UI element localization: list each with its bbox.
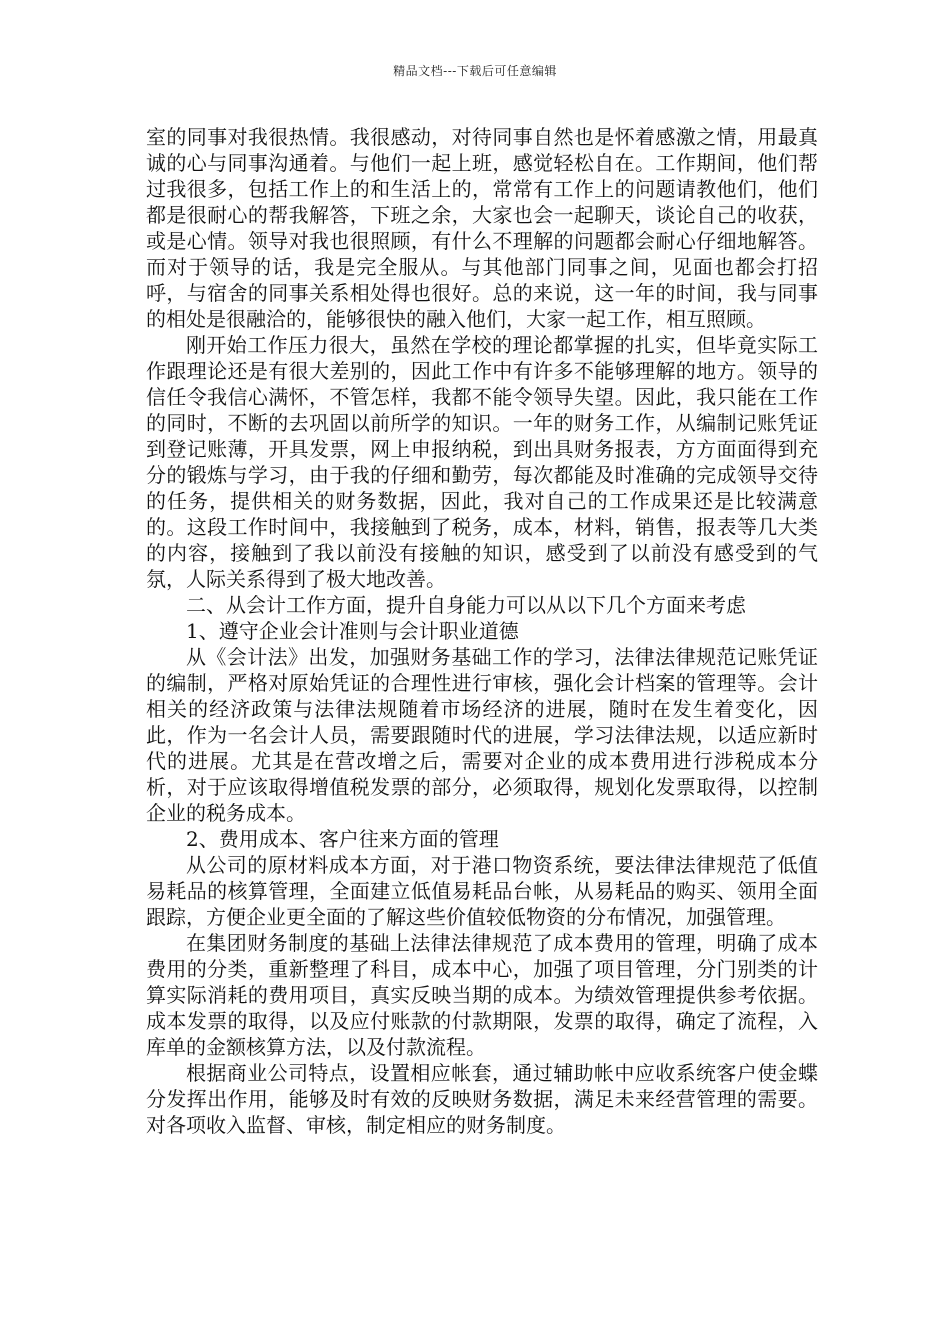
paragraph-work-pressure: 刚开始工作压力很大，虽然在学校的理论都掌握的扎实，但毕竟实际工作跟理论还是有很大差别的，因此工作中有许多不能够理解的地方。领导的信任令我信心满怀，不管怎样，我都不能令领导失望。因此，我只能在工作的同时，不断的去巩固以前所学的知识。一年的财务工作，从编制记账凭证到登记账薄，开具发票，网上申报纳税，到出具财务报表，方方面面得到充分的锻炼与学习，由于我的仔细和勤劳，每次都能及时准确的完成领导交待的任务，提供相关的财务数据，因此，我对自己的工作成果还是比较满意的。这段工作时间中，我接触到了税务，成本，材料，销售，报表等几大类的内容，接触到了我以前没有接触的知识，感受到了以前没有感受到的气氛，人际关系得到了极大地改善。 xyxy=(146,333,818,591)
paragraph-commercial-company: 根据商业公司特点，设置相应帐套，通过辅助帐中应收系统客户使金蝶分发挥出作用，能够及时有效的反映财务数据，满足未来经营管理的需要。对各项收入监督、审核，制定相应的财务制度。 xyxy=(146,1061,818,1137)
page-header: 精品文档---下载后可任意编辑 xyxy=(393,64,557,78)
subheading-accounting-standards: 1、遵守企业会计准则与会计职业道德 xyxy=(186,619,519,643)
paragraph-raw-materials: 从公司的原材料成本方面，对于港口物资系统，要法律法律规范了低值易耗品的核算管理，全面建立低值易耗品台帐，从易耗品的购买、领用全面跟踪，方便企业更全面的了解这些价值较低物资的分布情况，加强管理。 xyxy=(146,853,818,929)
paragraph-accounting-law: 从《会计法》出发，加强财务基础工作的学习，法律法律规范记账凭证的编制，严格对原始凭证的合理性进行审核，强化会计档案的管理等。会计相关的经济政策与法律法规随着市场经济的进展，随时在发生着变化，因此，作为一名会计人员，需要跟随时代的进展，学习法律法规，以适应新时代的进展。尤其是在营改增之后，需要对企业的成本费用进行涉税成本分析，对于应该取得增值税发票的部分，必须取得，规划化发票取得，以控制企业的税务成本。 xyxy=(146,645,818,825)
paragraph-colleague-relations: 室的同事对我很热情。我很感动，对待同事自然也是怀着感激之情，用最真诚的心与同事沟通着。与他们一起上班，感觉轻松自在。工作期间，他们帮过我很多，包括工作上的和生活上的，常常有工作上的问题请教他们，他们都是很耐心的帮我解答，下班之余，大家也会一起聊天，谈论自己的收获，或是心情。领导对我也很照顾，有什么不理解的问题都会耐心仔细地解答。而对于领导的话，我是完全服从。与其他部门同事之间，见面也都会打招呼，与宿舍的同事关系相处得也很好。总的来说，这一年的时间，我与同事的相处是很融洽的，能够很快的融入他们，大家一起工作，相互照顾。 xyxy=(146,125,818,331)
section-heading-accounting: 二、从会计工作方面，提升自身能力可以从以下几个方面来考虑 xyxy=(186,593,746,617)
paragraph-group-finance: 在集团财务制度的基础上法律法律规范了成本费用的管理，明确了成本费用的分类，重新整理了科目，成本中心，加强了项目管理，分门别类的计算实际消耗的费用项目，真实反映当期的成本。为绩效管理提供参考依据。成本发票的取得，以及应付账款的付款期限，发票的取得，确定了流程，入库单的金额核算方法，以及付款流程。 xyxy=(146,931,818,1059)
subheading-cost-management: 2、费用成本、客户往来方面的管理 xyxy=(186,827,499,851)
document-body xyxy=(146,124,818,1138)
